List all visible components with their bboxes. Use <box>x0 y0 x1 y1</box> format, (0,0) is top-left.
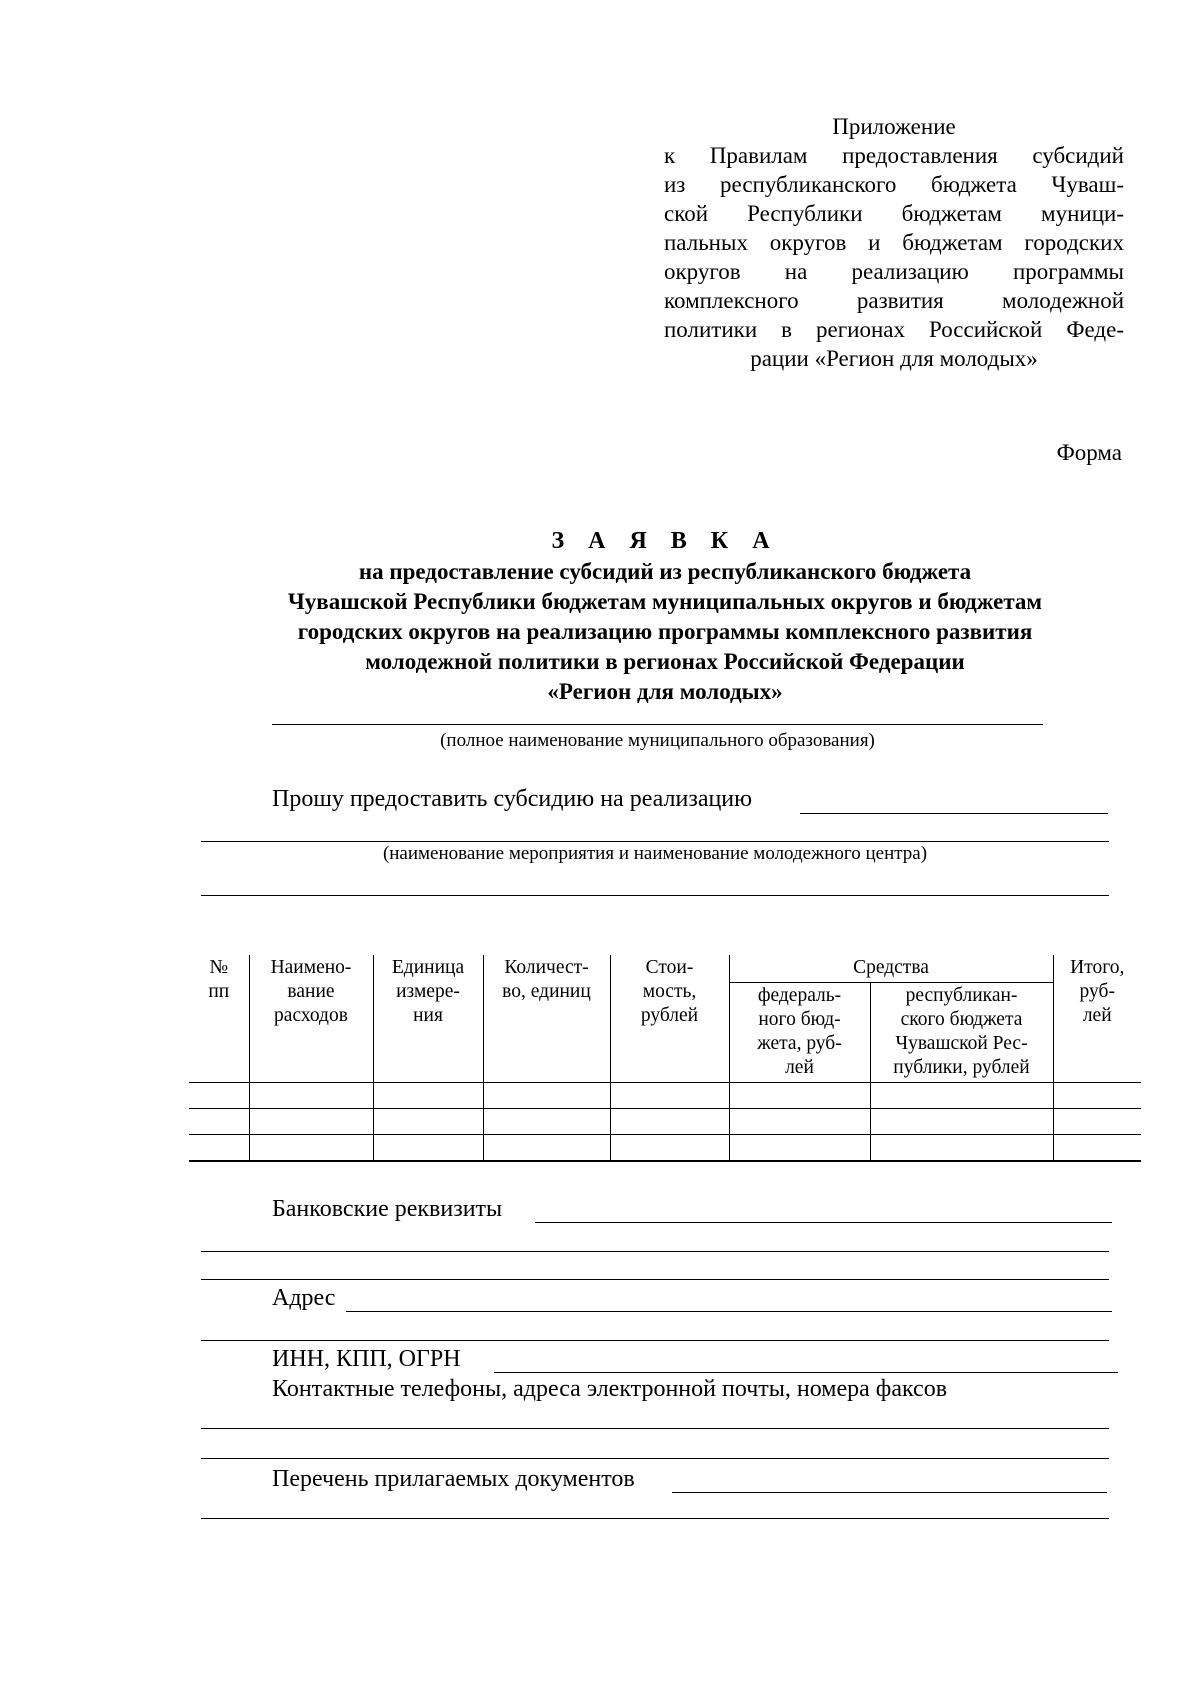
table-cell[interactable] <box>189 1083 249 1109</box>
table-cell[interactable] <box>373 1083 483 1109</box>
table-cell[interactable] <box>373 1109 483 1135</box>
event-name-line-2[interactable] <box>201 895 1109 896</box>
table-row <box>189 1135 1141 1162</box>
title-heading: З А Я В К А <box>551 528 779 554</box>
inn-field[interactable] <box>494 1346 1118 1373</box>
table-cell[interactable] <box>189 1135 249 1162</box>
table-cell[interactable] <box>870 1083 1053 1109</box>
col-republic-header: республикан- ского бюджета Чувашской Рес- публики, рублей <box>870 983 1053 1083</box>
event-caption: (наименование мероприятия и наименование молодежного центра) <box>382 843 928 864</box>
table-cell[interactable] <box>483 1083 610 1109</box>
document-title <box>0 528 1200 707</box>
contacts-line-2[interactable] <box>201 1458 1109 1459</box>
table-cell[interactable] <box>870 1135 1053 1162</box>
col-quantity-header: Количест- во, единиц <box>483 955 610 1083</box>
table-cell[interactable] <box>610 1109 729 1135</box>
title-line: Чувашской Республики бюджетам муниципальных округов и бюджетам <box>287 589 1043 614</box>
appendix-line: из республиканского бюджета Чуваш- <box>664 172 1124 197</box>
documents-line-2[interactable] <box>201 1518 1109 1519</box>
table-cell[interactable] <box>610 1083 729 1109</box>
form-label: Форма <box>1056 440 1122 465</box>
contacts-label: Контактные телефоны, адреса электронной почты, номера факсов <box>272 1376 948 1402</box>
contacts-line-1[interactable] <box>201 1428 1109 1429</box>
event-name-line[interactable] <box>201 841 1109 842</box>
table-cell[interactable] <box>483 1109 610 1135</box>
bank-details-line-3[interactable] <box>201 1279 1109 1280</box>
col-total-header: Итого, руб- лей <box>1053 955 1141 1083</box>
title-line: на предоставление субсидий из республиканского бюджета <box>358 559 972 584</box>
table-cell[interactable] <box>249 1135 373 1162</box>
table-row <box>189 1083 1141 1109</box>
inn-label: ИНН, КПП, ОГРН <box>272 1346 461 1372</box>
documents-field[interactable] <box>672 1466 1107 1493</box>
documents-label: Перечень прилагаемых документов <box>272 1466 635 1492</box>
table-cell[interactable] <box>729 1135 870 1162</box>
table-cell[interactable] <box>729 1083 870 1109</box>
appendix-block <box>664 112 1124 373</box>
title-line: городских округов на реализацию программы комплексного развития <box>297 619 1033 644</box>
col-funds-header: Средства <box>729 955 1053 983</box>
appendix-line: пальных округов и бюджетам городских <box>664 230 1124 255</box>
table-cell[interactable] <box>249 1083 373 1109</box>
col-cost-header: Стои- мость, рублей <box>610 955 729 1083</box>
col-federal-header: федераль- ного бюд- жета, руб- лей <box>729 983 870 1083</box>
table-cell[interactable] <box>483 1135 610 1162</box>
table-cell[interactable] <box>610 1135 729 1162</box>
bank-details-field[interactable] <box>535 1196 1112 1223</box>
title-line: молодежной политики в регионах Российской Федерации <box>365 649 965 674</box>
appendix-line: ской Республики бюджетам муници- <box>664 201 1124 226</box>
col-name-header: Наимено- вание расходов <box>249 955 373 1083</box>
bank-details-line-2[interactable] <box>201 1251 1109 1252</box>
appendix-line: к Правилам предоставления субсидий <box>664 143 1124 168</box>
municipality-caption: (полное наименование муниципального образования) <box>440 730 875 751</box>
request-text: Прошу предоставить субсидию на реализацию <box>272 786 753 812</box>
appendix-line: рации «Регион для молодых» <box>750 346 1038 371</box>
table-cell[interactable] <box>870 1109 1053 1135</box>
bank-details-label: Банковские реквизиты <box>272 1196 503 1222</box>
table-cell[interactable] <box>373 1135 483 1162</box>
municipality-name-line[interactable] <box>272 724 1043 725</box>
address-field[interactable] <box>346 1285 1112 1312</box>
table-cell[interactable] <box>1053 1135 1141 1162</box>
table-cell[interactable] <box>1053 1083 1141 1109</box>
table-cell[interactable] <box>189 1109 249 1135</box>
appendix-line: политики в регионах Российской Феде- <box>664 317 1124 342</box>
col-unit-header: Единица измере- ния <box>373 955 483 1083</box>
table-row <box>189 1109 1141 1135</box>
table-cell[interactable] <box>249 1109 373 1135</box>
title-line: «Регион для молодых» <box>547 679 783 704</box>
table-cell[interactable] <box>729 1109 870 1135</box>
address-line-2[interactable] <box>201 1340 1109 1341</box>
appendix-title: Приложение <box>832 114 956 139</box>
col-number-header: № пп <box>189 955 249 1083</box>
appendix-line: округов на реализацию программы <box>664 259 1124 284</box>
table-cell[interactable] <box>1053 1109 1141 1135</box>
address-label: Адрес <box>272 1285 336 1311</box>
appendix-line: комплексного развития молодежной <box>664 288 1124 313</box>
expenses-table <box>189 955 1141 1162</box>
request-field[interactable] <box>800 788 1108 814</box>
